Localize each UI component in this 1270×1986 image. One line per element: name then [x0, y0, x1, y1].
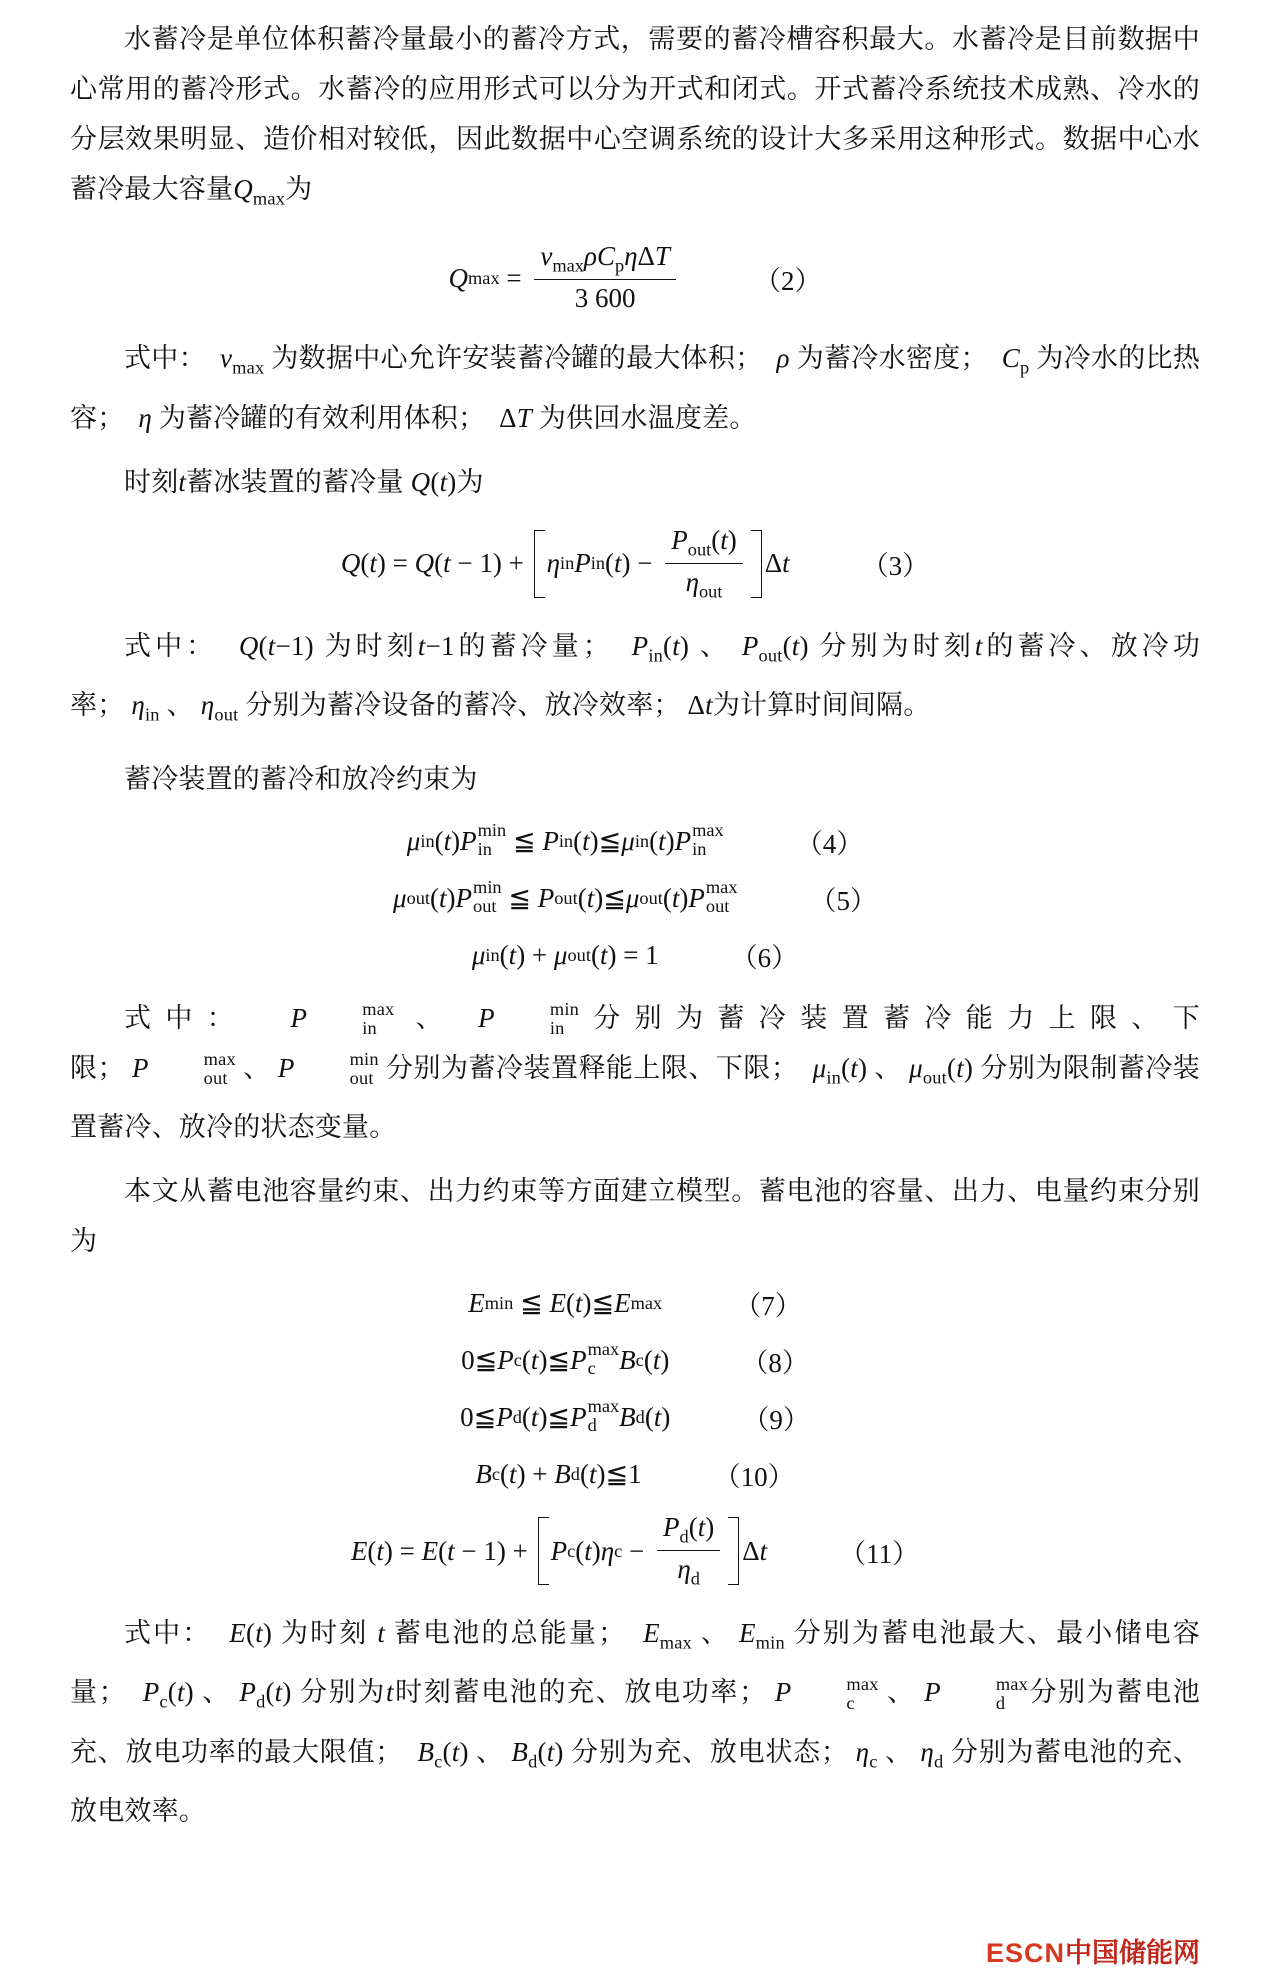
paragraph-intro-text: 水蓄冷是单位体积蓄冷量最小的蓄冷方式，需要的蓄冷槽容积最大。水蓄冷是目前数据中心常用的蓄冷形式。水蓄冷的应用形式可以分为开式和闭式。开式蓄冷系统技术成熟、冷水的分层效果明显、造价相对较低，因此数据中心空调系统的设计大多采用这种形式。数据中心水蓄冷最大容量: [70, 24, 1200, 204]
nom2-etainout: 分别为蓄冷设备的蓄冷、放冷效率；: [245, 690, 681, 721]
watermark-suffix: 中国储能网: [1065, 1938, 1200, 1968]
equation-3-number: （3）: [861, 551, 930, 582]
equation-10-number: （10）: [713, 1461, 795, 1492]
paragraph-intro-tail: 为: [285, 174, 313, 204]
equation-8-body: 0 ≦ P c ( t )≦ P max c B c ( t ): [461, 1339, 670, 1379]
equation-4-number: （4）: [795, 828, 864, 859]
equation-10-body: B c ( t ) + B d ( t )≦ 1: [475, 1458, 642, 1489]
nom4-etb: 蓄电池的总能量；: [393, 1618, 626, 1649]
bracket-right-icon: [752, 530, 762, 598]
paragraph-intro: 水蓄冷是单位体积蓄冷量最小的蓄冷方式，需要的蓄冷槽容积最大。水蓄冷是目前数据中心常用的蓄冷形式。水蓄冷的应用形式可以分为开式和闭式。开式蓄冷系统技术成熟、冷水的分层效果明显、造价相对较低，因此数据中心空调系统的设计大多采用这种形式。数据中心水蓄冷最大容量$Q_{max}$为: [70, 24, 1200, 209]
paragraph-q-of-t: 时刻t蓄冰装置的蓄冷量 Q(t)为: [124, 466, 484, 497]
nom3-lead: 式中：: [124, 1002, 249, 1033]
equation-5-number: （5）: [809, 885, 877, 916]
nom2-pinoutb: 的蓄冷、放冷功率；: [70, 630, 1201, 721]
nom1-deltaT: 为供回水温度差。: [538, 402, 757, 433]
bracket-right-icon: [729, 1517, 739, 1585]
equation-2-body: Q max = $\frac{v_{max}\rho C_p\eta\Delta T}{3 600}$: [449, 241, 682, 315]
equation-8-number: （8）: [741, 1347, 809, 1378]
nom4-lead: 式中：: [124, 1618, 212, 1649]
constraints-lead-text: 蓄冷装置的蓄冷和放冷约束为: [124, 763, 478, 794]
nom4-pcdb: 时刻蓄电池的充、放电功率；: [393, 1677, 767, 1708]
equation-11-number: （11）: [839, 1538, 920, 1569]
nom4-pcdmax: 分别为蓄电池充、放电功率的最大限值；: [70, 1677, 1200, 1767]
equation-7-number: （7）: [734, 1290, 802, 1321]
equation-7-body: E min ≦ E ( t )≦ E max: [468, 1287, 663, 1318]
paragraph-battery-lead: [70, 1166, 1200, 1266]
equation-8-lhs: 0: [461, 1344, 475, 1375]
equation-9-lhs: 0: [460, 1401, 474, 1432]
nom4-etacd: 分别为蓄电池的充、放电效率。: [70, 1736, 1201, 1827]
nom2-qt1: 为时刻: [324, 630, 418, 661]
nom2-lead: 式中：: [124, 630, 218, 661]
bracket-left-icon: [538, 1517, 548, 1585]
equation-4: [70, 819, 1200, 861]
equation-3: [70, 525, 1200, 603]
nom1-eta: 为蓄冷罐的有效利用体积；: [158, 402, 486, 433]
equation-11-body: E ( t ) = E ( t − 1) + P c ( t ) η c − $\frac{P_d(t)}{\eta_d}$ Δ t: [350, 1511, 768, 1589]
nom2-deltat: 为计算时间间隔。: [712, 690, 931, 721]
battery-lead-text: 本文从蓄电池容量约束、出力约束等方面建立模型。蓄电池的容量、出力、电量约束分别为: [70, 1175, 1200, 1256]
qt-lead: 时刻: [124, 466, 179, 497]
nom1-lead: 式中：: [124, 343, 206, 374]
paragraph-nomenclature-1: 式中： $v_{max}$ 为数据中心允许安装蓄冷罐的最大体积； ρ 为蓄冷水密度； $C_p$ 为冷水的比热容； η 为蓄冷罐的有效利用体积； ΔT 为供回水温度差。: [70, 343, 1201, 433]
equation-11: [70, 1512, 1200, 1590]
nom1-cp: 为冷水的比热容；: [70, 343, 1201, 433]
equation-7: [70, 1284, 1200, 1323]
equation-9-body: 0 ≦ P d ( t )≦ P max d B d ( t ): [460, 1396, 671, 1436]
nom3-pin: 分别为蓄冷装置蓄冷能力上限、下限；: [70, 1002, 1201, 1083]
qt-text: 蓄冰装置的蓄冷量: [186, 466, 404, 497]
equation-6: [70, 936, 1200, 975]
equation-6-number: （6）: [730, 942, 799, 973]
bracket-left-icon: [534, 530, 544, 598]
equation-8: [70, 1341, 1200, 1380]
nom3-mu: 分别为限制蓄冷装置蓄冷、放冷的状态变量。: [70, 1052, 1201, 1142]
equation-5-body: μ out ( t ) P min out ≦ P out ( t )≦ μ out ( t ) P max out: [393, 876, 738, 917]
equation-2: [70, 241, 1200, 315]
equation-6-body: μ in ( t ) + μ out ( t ) = 1: [471, 939, 659, 970]
paragraph-nomenclature-2: 式中： Q(t−1) 为时刻t−1的蓄冷量； $P_{in}(t)$ 、 $P_{out}(t)$ 分别为时刻t的蓄冷、放冷功率； $\eta_{in}$ 、 $\eta_{out}$ 分别为蓄冷设备的蓄冷、放冷效率； Δt为计算时间间隔。: [70, 630, 1201, 725]
equation-10: [70, 1455, 1200, 1494]
paragraph-nomenclature-3: 式中： P max in 、 P min in 分别为蓄冷装置蓄冷能力上限、下限； P max out 、 P min out 分别为蓄冷装置释能上限、下限； $\mu_{in}(t)$ 、 $\mu_{out}(t)$ 分别为限制蓄冷装置蓄冷、放冷的状态变量。: [70, 999, 1201, 1142]
nom3-pout: 分别为蓄冷装置释能上限、下限；: [385, 1052, 799, 1083]
paragraph-nomenclature-4: 式中： E(t) 为时刻 t 蓄电池的总能量； $E_{max}$ 、 $E_{min}$ 分别为蓄电池最大、最小储电容量； $P_c(t)$ 、 $P_d(t)$ 分别为t时刻蓄电池的充、放电功率； P max c 、 P max d 分别为蓄电池充、放电功率的最大限值； $B_c(t)$ 、 $B_d(t)$ 分别为充、放电状态； $\eta_c$ 、 $\eta_d$ 分别为蓄电池的充、放电效率。: [70, 1618, 1201, 1827]
equation-9-number: （9）: [742, 1404, 810, 1435]
equation-10-rhs: 1: [628, 1458, 642, 1489]
equation-2-number: （2）: [753, 265, 822, 296]
watermark-brand: ESCN: [985, 1938, 1065, 1968]
nom2-pinout: 分别为时刻: [819, 630, 975, 661]
equation-4-body: μ in ( t ) P min in ≦ P in ( t )≦ μ in ( t ) P max in: [406, 819, 724, 860]
equation-2-denominator: 3 600: [574, 283, 636, 314]
equation-5: [70, 876, 1200, 918]
nom2-qt1b: 的蓄冷量；: [454, 630, 610, 661]
nom4-emaxmin: 分别为蓄电池最大、最小储电容量；: [70, 1618, 1200, 1708]
nom1-vmax: 为数据中心允许安装蓄冷罐的最大体积；: [271, 343, 763, 374]
equation-9: [70, 1398, 1200, 1437]
nom1-rho: 为蓄冷水密度；: [796, 343, 988, 374]
equation-3-body: Q ( t ) = Q ( t − 1) + η in P in ( t ) − $\frac{P_{out}(t)}{\eta_{out}}$ Δ t: [340, 524, 790, 602]
nom4-et: 为时刻: [281, 1618, 369, 1649]
equation-6-rhs: 1: [645, 939, 659, 970]
watermark: [986, 1931, 1200, 1970]
nom4-pcd: 分别为: [299, 1677, 386, 1708]
paragraph-constraints-lead: [70, 754, 1200, 804]
nom4-bcd: 分别为充、放电状态；: [571, 1736, 849, 1767]
